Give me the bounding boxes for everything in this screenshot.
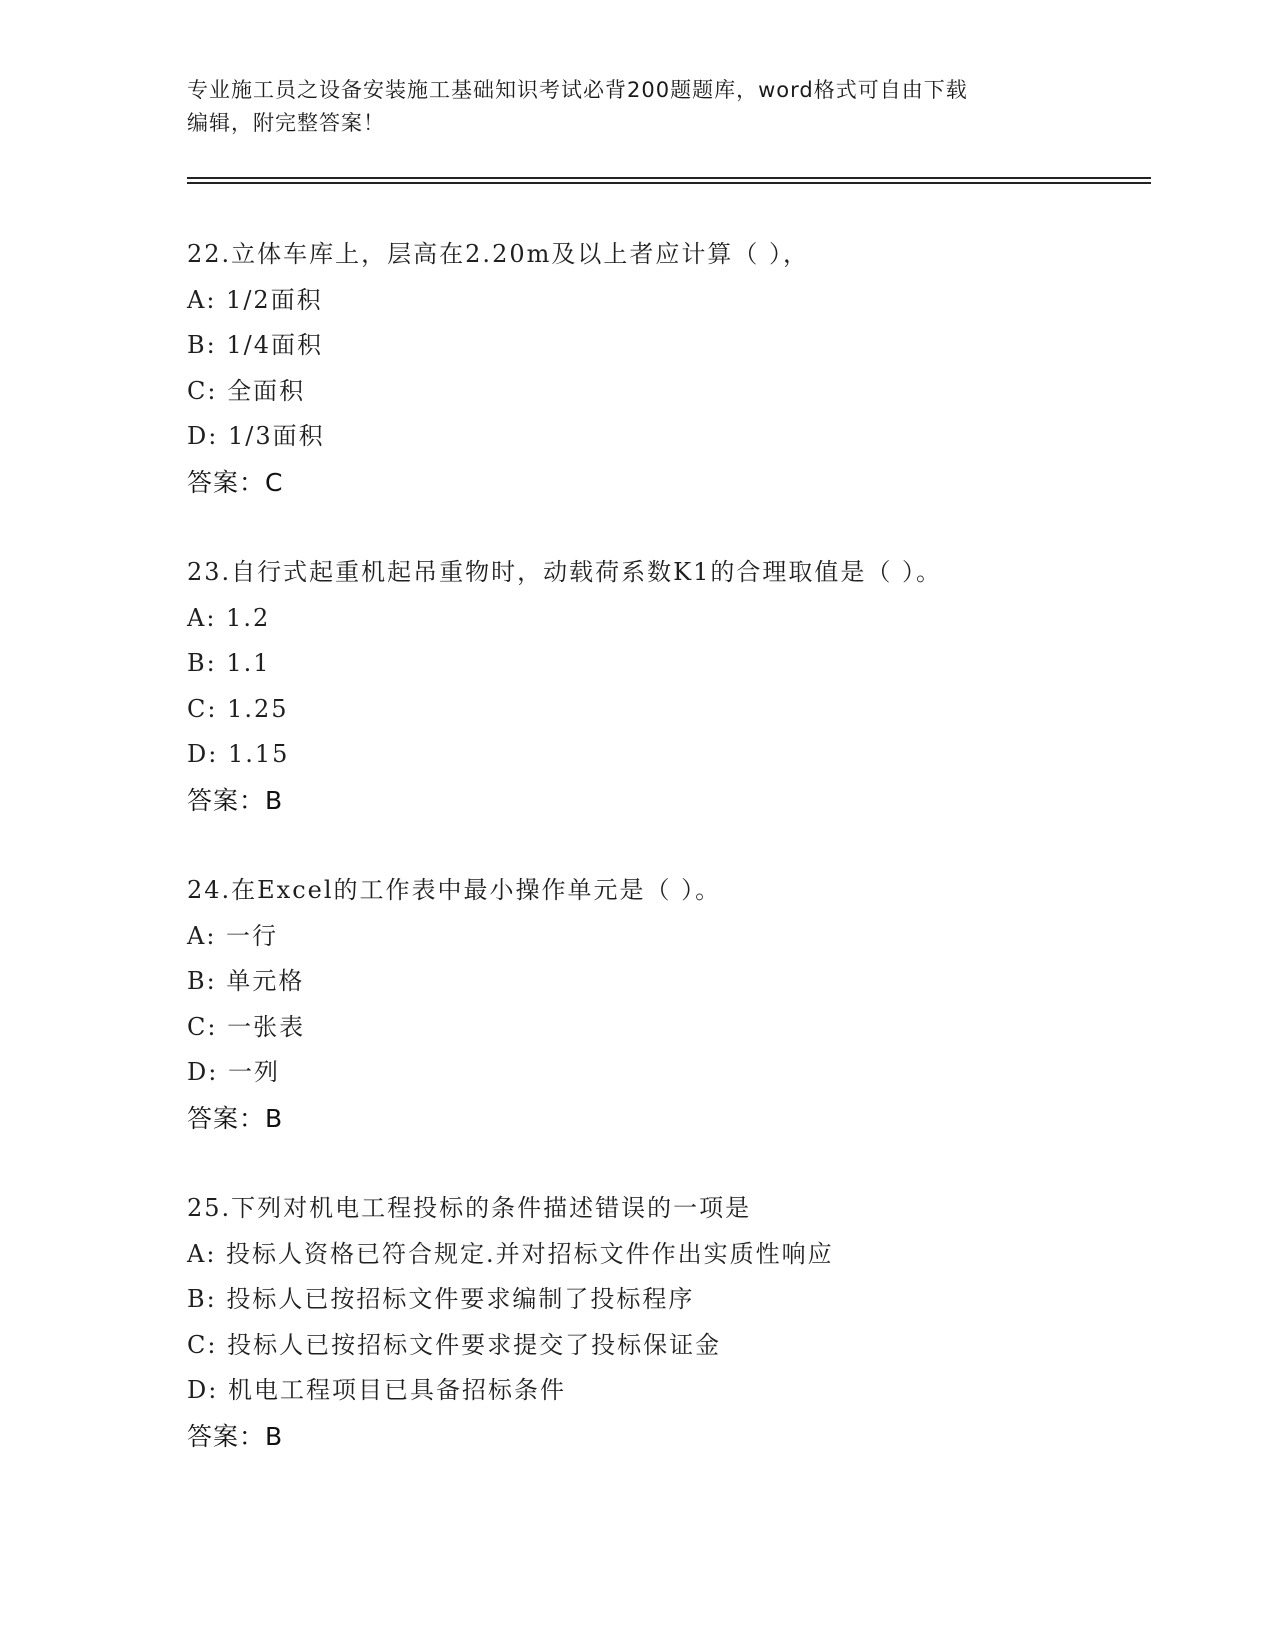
answer: 答案：B (187, 1421, 284, 1451)
document-header (187, 74, 1067, 140)
option-c: C: 一张表 (187, 1012, 306, 1041)
option-d: D: 机电工程项目已具备招标条件 (187, 1376, 566, 1404)
header-line-2: 编辑，附完整答案！ (187, 111, 385, 135)
question-stem: 24.在Excel的工作表中最小操作单元是（ ）。 (187, 876, 722, 904)
question-22 (187, 232, 1147, 505)
option-c: C: 1.25 (187, 694, 289, 723)
answer: 答案：B (187, 785, 284, 815)
option-b: B: 单元格 (187, 967, 305, 995)
option-c: C: 投标人已按招标文件要求提交了投标保证金 (187, 1330, 722, 1359)
header-divider-bottom (187, 182, 1151, 184)
option-b: B: 1/4面积 (187, 331, 323, 359)
question-25 (187, 1186, 1147, 1459)
option-d: D: 1/3面积 (187, 422, 325, 450)
option-a: A: 1.2 (187, 603, 271, 632)
question-23 (187, 550, 1147, 823)
header-divider-top (187, 177, 1151, 179)
option-b: B: 投标人已按招标文件要求编制了投标程序 (187, 1285, 695, 1313)
option-d: D: 一列 (187, 1058, 280, 1086)
option-d: D: 1.15 (187, 740, 290, 768)
answer: 答案：B (187, 1103, 284, 1133)
question-stem: 22.立体车库上，层高在2.20m及以上者应计算（ ）， (187, 240, 809, 268)
option-a: A: 投标人资格已符合规定.并对招标文件作出实质性响应 (187, 1239, 834, 1268)
option-a: A: 1/2面积 (187, 285, 323, 314)
question-24 (187, 868, 1147, 1141)
question-stem: 23.自行式起重机起吊重物时，动载荷系数K1的合理取值是（ ）。 (187, 558, 942, 586)
header-line-1: 专业施工员之设备安装施工基础知识考试必背200题题库，word格式可自由下载 (187, 78, 968, 102)
option-b: B: 1.1 (187, 649, 271, 677)
answer: 答案：C (187, 467, 284, 497)
option-c: C: 全面积 (187, 376, 306, 405)
question-stem: 25.下列对机电工程投标的条件描述错误的一项是 (187, 1194, 752, 1222)
option-a: A: 一行 (187, 921, 279, 950)
